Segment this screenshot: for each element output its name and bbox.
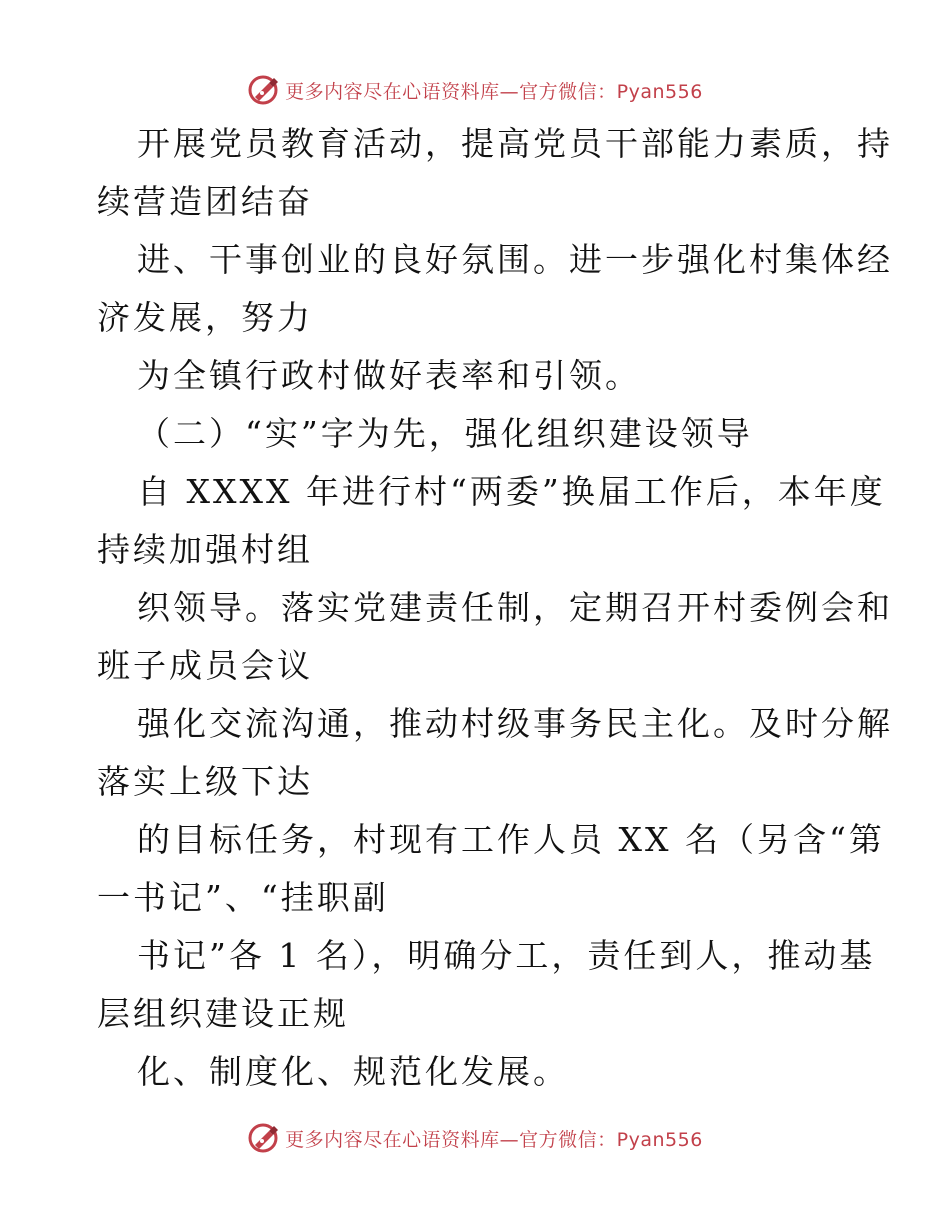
body-text: [97, 122, 893, 1108]
header-watermark-text: 更多内容尽在心语资料库—官方微信：Pyan556: [285, 80, 703, 103]
text-line: 自 XXXX 年进行村“两委”换届工作后，本年度: [137, 472, 886, 511]
text-line: 落实上级下达: [97, 762, 313, 801]
text-line: 持续加强村组: [97, 530, 313, 569]
text-line: 开展党员教育活动，提高党员干部能力素质，持: [137, 124, 893, 163]
text-line: 层组织建设正规: [97, 994, 349, 1033]
text-line: 一书记”、“挂职副: [97, 878, 389, 917]
text-line: 强化交流沟通，推动村级事务民主化。及时分解: [137, 704, 893, 743]
text-line: 化、制度化、规范化发展。: [137, 1052, 569, 1091]
text-line: 进、干事创业的良好氛围。进一步强化村集体经: [137, 240, 893, 279]
header-watermark-banner: [0, 70, 950, 110]
text-line: 为全镇行政村做好表率和引领。: [137, 356, 641, 395]
pen-logo-icon: [247, 73, 281, 107]
footer-watermark-text: 更多内容尽在心语资料库—官方微信：Pyan556: [285, 1128, 703, 1151]
text-line: 书记”各 1 名），明确分工，责任到人，推动基: [137, 936, 876, 975]
text-line: 的目标任务，村现有工作人员 XX 名（另含“第: [137, 820, 885, 859]
text-line: 续营造团结奋: [97, 182, 313, 221]
pen-logo-icon: [247, 1121, 281, 1155]
text-line: 济发展，努力: [97, 298, 313, 337]
footer-watermark-banner: [0, 1118, 950, 1158]
text-line: 班子成员会议: [97, 646, 313, 685]
section-heading: （二）“实”字为先，强化组织建设领导: [137, 414, 753, 453]
text-line: 织领导。落实党建责任制，定期召开村委例会和: [137, 588, 893, 627]
